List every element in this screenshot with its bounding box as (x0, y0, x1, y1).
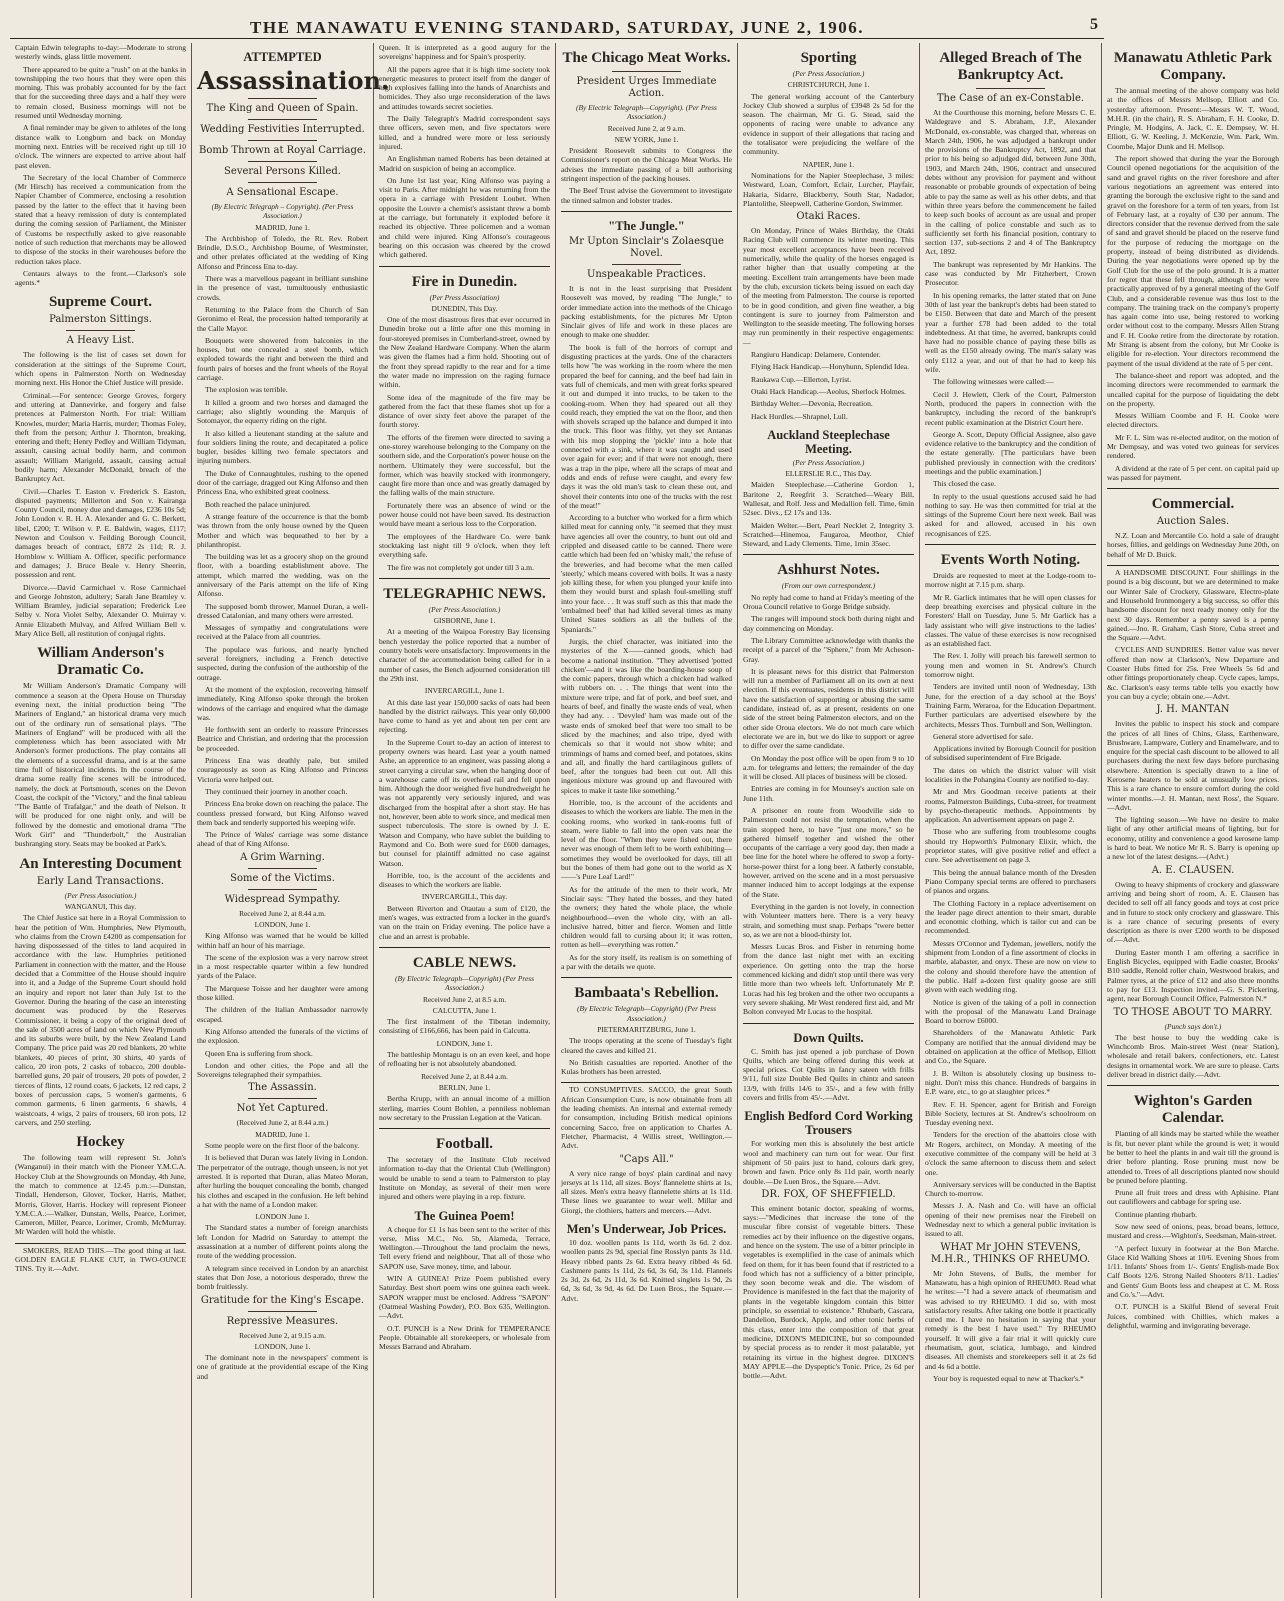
divider (379, 266, 550, 267)
paragraph: Planting of all kinds may be started while the weather is fit, but never plant while the ground is wet; it would be better to heel the plants in and wait till the ground is drier before planting. Rose pruning must now be attended to. Trees of all descriptions planted now should be pruned before planting. (1107, 1129, 1279, 1185)
advertisement: Owing to heavy shipments of crockery and glassware arriving and being short of room, A. E. Clausen has decided to sell off all fancy goods and toys at cost price and in future to stock only crockery and glassware. This is a rare chance of securing presents of every description as there is over £200 worth to be disposed of.—Advt. (1107, 879, 1279, 945)
column-3 (374, 43, 556, 1598)
divider (561, 211, 732, 212)
paragraph: A final reminder may be given to athletes of the long distance walk to Longburn and back on Monday morning next. Entries will be received right up till 10 o'clock. The winners are expected to arrive about half past eleven. (15, 123, 186, 170)
dateline: CALCUTTA, June 1. (432, 1005, 497, 1015)
page-number: 5 (1090, 16, 1098, 33)
column-5 (738, 43, 920, 1598)
article-heading: Events Worth Noting. (940, 552, 1081, 569)
paragraph: The general working account of the Canterbury Jockey Club showed a surplus of £3948 2s 5d for the season. The chairman, Mr G. G. Stead, said the opponents of racing were unable to advance any evidence in support of their allegations that racing and the totalisator were prejudicing the welfare of the community. (743, 91, 914, 157)
advertisement: The lighting season.—We have no desire to make light of any other artificial means of lighting, but for economy, utility and convenience a good kerosene lamp is hard to beat. We notice Mr R. S. Barry is opening up a new lot of the latest designs.—(Advt.) (1107, 815, 1279, 862)
paragraph: Hack Hurdles.—Shrapnel, Lull. (751, 411, 848, 421)
divider (1107, 565, 1279, 566)
advertisement: "A perfect luxury in footwear at the Bon Marche. Glace Kid Walking Shoes at 10/6. Evening Shoes from 1/11. Infants' Shoes from 1/-. Gents' English-made Box Calf Boots 12/6. Strong Nailed Shooters 8/11. Ladies' and Gents' Gum Boots less and cheapest at C. M. Ross and Co.'s."—Advt. (1107, 1243, 1279, 1300)
paragraph: An Englishman named Roberts has been detained at Madrid on suspicion of being an accomplice. (379, 154, 550, 173)
paragraph: Mr F. L. Sim was re-elected auditor, on the motion of Mr Dempsay, and was voted two guineas for services rendered. (1107, 432, 1279, 461)
article-heading: CABLE NEWS. (412, 954, 517, 971)
article-subheading: Widespread Sympathy. (224, 893, 341, 905)
divider (1107, 1085, 1279, 1086)
advertisement: A HANDSOME DISCOUNT. Four shillings in the pound is a big discount, but we are determined to make our Winter Sale of Crockery, Glassware, Electro-plate and Household Ironmongery a big success, so offer this handsome discount for next ready money only for the next 30 days. Remember a penny saved is a penny gained.—Jno. R. Graham, Cash Store, Cuba street and the Square.—Advt. (1107, 568, 1279, 643)
paragraph: Messrs O'Connor and Tydeman, jewellers, notify the shipment from London of a fine assortment of clocks in marble, alabaster, and onyx. These are now on view to the colony and should therefore have the attention of the public. Half a-dozen first quality goose are still given with each wedding ring. (925, 938, 1096, 995)
article-heading: An Interesting Document (19, 855, 182, 872)
article-subheading: Mr Upton Sinclair's Zolaesque Novel. (569, 235, 724, 259)
paragraph: Bertha Krupp, with an annual income of a million sterling, marries Count Bohlen, a penniless nobleman now secretary to the Prussian Legation at the Vatican. (379, 1094, 550, 1122)
article-subheading: Several Persons Killed. (224, 166, 341, 177)
article-subheading: Some of the Victims. (230, 872, 335, 884)
paragraph: The Prince of Wales' carriage was some distance ahead of that of King Alfonso. (197, 830, 368, 849)
divider (1107, 488, 1279, 489)
divider (925, 544, 1096, 545)
article-heading: Manawatu Athletic Park Company. (1113, 50, 1273, 83)
dateline: NAPIER, June 1. (802, 159, 855, 169)
paragraph: Some people were on the first floor of the balcony. (205, 1141, 360, 1151)
paragraph: King Alfonso was warned that he would be killed within half an hour of his marriage. (197, 931, 368, 950)
paragraph: The Marquese Toisse and her daughter were among those killed. (197, 983, 368, 1003)
paragraph: No reply had come to hand at Friday's meeting of the Oroua Council relative to Gorge Bridge subsidy. (743, 592, 914, 612)
advertisement: CYCLES AND SUNDRIES. Better value was never offered than now at Clarkson's, New Departure and Coaster Hubs fitted for 25s. Free Wheels 5s 6d and other fittings proportionately cheap. Cycle capes, lamps, &c. Clarkson's easy terms table tells you exactly how you can buy a cycle; obtain one.—Advt. (1107, 645, 1279, 701)
article-subheading: The King and Queen of Spain. (206, 103, 359, 114)
paragraph: Applications invited by Borough Council for position of subsidised superintendent of Fire Brigade. (925, 744, 1096, 763)
paragraph: Sow new seed of onions, peas, broad beans, lettuce, mustard and cress.—Wighton's, Seedsman, Main-street. (1107, 1221, 1279, 1241)
divider (379, 578, 550, 579)
paragraph: The troops operating at the scene of Tuesday's fight cleared the caves and killed 21. (561, 1036, 732, 1055)
advertisement: SMOKERS, READ THIS.—The good thing at last. GOLDEN EAGLE FLAKE CUT, in TWO-OUNCE TINS. Try it.—Advt. (15, 1245, 186, 1274)
article-heading: Football. (435, 1136, 494, 1153)
paragraph: On June 1st last year, King Alfonso was paying a visit to Paris. After midnight he was returning from the opera in a carriage with President Loubet. When opposite the Louvre a chemist's assistant threw a bomb at the carriage, but fortunately it exploded before it reached its objective. Three policemen and a woman and child were injured. King Alfonso's courageous bearing on this occasion was cheered by the crowd which gathered. (379, 175, 550, 260)
article-subheading: Early Land Transactions. (36, 875, 165, 887)
credit-line: (By Electric Telegraph—Copyright) (Per Press Association.) (576, 1004, 717, 1023)
paragraph: Flying Hack Handicap.—Honyhunn, Splendid Idea. (751, 362, 909, 372)
paragraph: A strange feature of the occurrence is that the bomb was thrown from the only house owned by the Queen Mother and which was bequeathed to her by a philanthropist. (197, 511, 368, 549)
paragraph: The bankrupt was represented by Mr Hankins. The case was conducted by Mr Fitzherbert, Crown Prosecutor. (925, 259, 1096, 288)
masthead (10, 10, 1104, 39)
advertisement-heading: Men's Underwear, Job Prices. (566, 1221, 727, 1236)
divider (976, 88, 1044, 89)
paragraph: Jurgis, the chief character, was initiated into the mysteries of the X——canned goods, which had become a national institution. "They advertised 'potted chicken'—and it was like the boarding-house soup of the comic papers, through which a chicken had walked with rubbers on. . . The things that went into the mixture were tripe, and fat of pork, and beef suet, and hearts of beef, and finally the waste ends of veal, when they had any. . . 'Devyled' ham was made out of the waste ends of smoked beef that were too small to be sliced by the machines; and also tripe, dyed with chemicals so that it would not show white; and trimmings of hams and corned beef, and potatoes, skins and all, and finally the hard cartilaginous gullets of beef, after the tongues had been cut out. All this ingenious mixture was ground up and flavoured with spices to make it taste like something." (561, 636, 732, 795)
paragraph: A cheque for £1 1s has been sent to the writer of this verse, Miss M.C., No. 5b, Alameda, Terrace, Wellington.—Throughout the land proclaim the news, Tell every friend and neighbour, That all of those who SAPON use, Save money, time, and labour. (379, 1224, 550, 1271)
credit-line: (Per Press Association.) (64, 890, 137, 900)
divider (248, 1098, 316, 1099)
advertisement-heading: A. E. CLAUSEN. (1151, 864, 1235, 876)
credit-line: (Per Press Association) (429, 292, 500, 302)
paragraph: Rev. F. H. Spencer, agent for British and Foreign Bible Society, lectures at St. Andrew's schoolroom on Tuesday evening next. (925, 1099, 1096, 1128)
dateline: Received June 2, at 9.15 a.m. (239, 1330, 326, 1340)
dateline: LONDON, June 1. (254, 920, 311, 929)
paragraph: Criminal.—For sentence: George Groves, forgery and uttering at Dannevirke, and forgery and false pretences at Palmerston North. For trial: William Knowles, murder; Maria Harris, murder; Thomas Foley, theft from the person; Arthur J. Thornton, breaking, entering and theft; Henry Pedley and William Tidyman, assault, causing actual bodily harm, and common assault; William Marigold, assault, causing actual bodily harm; Alexander McDonald, breach of the Bankruptcy Act. (15, 390, 186, 484)
paragraph: Horrible, too, is the account of the accidents and diseases to which the workers are liable. (379, 870, 550, 890)
credit-line: (By Electric Telegraph—Copyright) (Per Press Association.) (394, 973, 535, 993)
paragraph: Nominations for the Napier Steeplechase, 3 miles: Westward, Loan, Comfort, Eclair, Lurcher, Playfair, Hakaria, Sidarre, Blackberry, South Star, Nadador, Plantolithe, Sleepwell, Catherine Gordon, Swimmer. (743, 170, 914, 208)
paragraph: The annual meeting of the above company was held at the offices of Messrs Mellsop, Elliott and Co. yesterday afternoon. Present:—Messrs W. T. Wood, M.H.R. (in the chair), R. S. Abraham, F. H. Cooke, D. Pringle, M. Hodgins, A. Jack, C. E. Dempsey, W. H. Elliott, G. W. Keeling, J. McKenzie, Wm. Park, Wm. Coombe, Major Dunk and H. Mellsop. (1107, 86, 1279, 151)
paragraph: President Roosevelt submits to Congress the Commissioner's report on the Chicago Meat Works. He advises the immediate passing of a bill authorising stringent inspection of the packing houses. (561, 146, 732, 184)
paragraph: The explosion was terrible. (205, 385, 288, 395)
article-subheading: Gratitude for the King's Escape. (200, 1294, 365, 1306)
paragraph: A prisoner en route from Woodville side to Palmerston could not resist the temptation, when the train stopped here, to have "just one more," so he gathered himself together and wished the other occupants of the carriage a very good day, then made a bee line for the hotel where he offered to swop a forty-horse-power thirst for a long beer. A fatherly constable, however, arrived on the scene and in a most persuasive manner induced him to accept lodgings at the expense of the State. (743, 806, 914, 899)
article-subheading: Not Yet Captured. (236, 1103, 329, 1115)
advertisement: O.T. PUNCH is a New Drink for TEMPERANCE People. Obtainable all storekeepers, or wholesale from Messrs Barraud and Abraham. (379, 1323, 550, 1352)
paragraph: The dates on which the district valuer will visit localities in the Pohangina County are notified to-day. (925, 765, 1096, 784)
paragraph: Between Riverton and Otautau a sum of £120, the men's wages, was extracted from a locker in the guard's van on the train on Friday evening. The police have a clue and an arrest is probable. (379, 903, 550, 941)
column-2 (192, 43, 390, 1598)
paragraph: Cecil J. Hewlett, Clerk of the Court, Palmerston North, produced the papers in connection with the bankruptcy, including the record of the bankrupt's recent public examination at the District Court here. (925, 389, 1096, 427)
advertisement-heading: "Caps All." (619, 1153, 674, 1165)
dateline: INVERCARGILL, This day. (421, 892, 508, 902)
paragraph: The children of the Italian Ambassador narrowly escaped. (197, 1005, 368, 1024)
article-heading: ATTEMPTED (243, 50, 322, 64)
paragraph: A dividend at the rate of 5 per cent. on capital paid up was passed for payment. (1107, 463, 1279, 482)
credit-line: (Per Press Association.) (792, 69, 865, 78)
paragraph: Prune all fruit trees and dress with Aphisine. Plant out cauliflowers and cabbage for spring use. (1107, 1188, 1279, 1207)
dateline: Received June 2, at 8.5 a.m. (422, 994, 507, 1004)
paragraph: The dominant note in the newspapers' comment is one of gratitude at the providential escape of the King and (197, 1353, 368, 1381)
dateline: Received June 2, at 8.44 a.m. (239, 908, 326, 918)
paragraph: A telegram since received in London by an anarchist states that Don Jose, a notorious desperado, threw the bomb fruitlessly. (197, 1263, 368, 1292)
paragraph: The Beef Trust advise the Government to investigate the tinned salmon and lobster trades. (561, 186, 732, 205)
article-subheading: The Assassin. (248, 1082, 317, 1094)
dateline: Received June 2, at 9 a.m. (607, 123, 686, 133)
column-7 (1102, 43, 1284, 1598)
dateline: (Received June 2, at 8.44 a.m.) (236, 1118, 329, 1128)
paragraph: J. B. Wilton is absolutely closing up business to-night. Don't miss this chance. Hundreds of bargains in E.P. ware, etc., to go at slaughter prices.* (925, 1068, 1096, 1097)
divider (612, 264, 680, 265)
paragraph: It killed a groom and two horses and damaged the carriage; also slightly wounding the Marquis of Sotomayor, the equerry riding on the right. (197, 397, 368, 426)
paragraph: The supposed bomb thrower, Manuel Duran, a well-dressed Catalonian, and many others were arrested. (197, 601, 368, 620)
article-heading: Fire in Dunedin. (411, 273, 518, 290)
article-heading: Auckland Steeplechase Meeting. (767, 427, 890, 456)
article-heading: Assassination. (197, 66, 390, 95)
article-heading: William Anderson's Dramatic Co. (37, 645, 164, 679)
paragraph: As for the attitude of the men to their work, Mr Sinclair says: "They hated the bosses, and they hated the owners; they hated the whole place, the whole neighbourhood—even the whole city, with an all-inclusive hatred, bitter and fierce. Women and little children would fall to cursing about it; it was rotten, rotten as hell—everything was rotten." (561, 884, 732, 950)
dateline: LONDON, June 1. (436, 1038, 493, 1048)
article-heading: Hockey (76, 1134, 125, 1151)
paragraph: At the moment of the explosion, recovering himself immediately, King Alfonso spoke through the broken windows of the carriage and enquired what the damage was. (197, 684, 368, 722)
paragraph: On Monday, Prince of Wales Birthday, the Otaki Racing Club will commence its winter meeting. This year most excellent acceptances have been received numerically, while the quality of the horses engaged is rather higher than that usually competing at the meeting. Excellent train arrangements have been made by the club, excursion tickets being issued on each day of the meeting from Palmerston. The course is reported to be in good condition, and given fine weather, a big contingent is sure to journey from Palmerston and Wellington to the seaside meeting. The following horses may run prominently in their respective engagements:— (743, 226, 914, 347)
advertisement-heading: Down Quilts. (793, 1030, 864, 1045)
paragraph: In his opening remarks, the latter stated that on June 30th of last year the bankrupt's debts had been stated to be £150. Between that date and March of the present year a further £78 had been added to the total indebtedness. At that time, he averred, bankrupts could have had no possible chance of paying these bills as well as the £150 already owing. The man's salary was only £112 a year, and out of that he had to keep his wife. (925, 290, 1096, 375)
paragraph: N.Z. Loan and Mercantile Co. hold a sale of draught horses, fillies, and geldings on Wednesday June 20th, on behalf of Mr D. Buick. (1107, 531, 1279, 559)
advertisement-heading: J. H. MANTAN (1156, 704, 1230, 716)
paragraph: Returning to the Palace from the Church of San Geronimo el Real, the procession halted temporarily at the Calle Mayor. (197, 304, 368, 333)
dateline: NEW YORK, June 1. (614, 134, 679, 144)
paragraph: Bouquets were showered from balconies in the houses, but one concealed a steel bomb, which exploded towards the right and between the third and fourth pairs of horses and the front wheels of the Royal carriage. (197, 335, 368, 383)
paragraph: Messrs Lucas Bros. and Fisher in returning home from the dance last night met with an exciting experience. On getting onto the trap the horse commenced kicking and didn't stop until there was very little more than two wheels left. Unfortunately Mr P. Lucas had his leg broken and the other two occupants a very severe shaking. Mr West rendered first aid, and Mr Bolton conveyed Mr Lucas to the hospital. (743, 942, 914, 1017)
article-subheading: The Case of an ex-Constable. (936, 93, 1085, 104)
article-subheading: Bomb Thrown at Royal Carriage. (198, 145, 367, 156)
advertisement: O.T. PUNCH is a Skilful Blend of several Fruit Juices, combined with Chillies, which makes a delightful, warming and invigorating beverage. (1107, 1302, 1279, 1330)
dateline: WANGANUI, This day. (64, 901, 137, 911)
dateline: INVERCARGILL, June 1. (424, 686, 505, 696)
article-subheading: Otaki Races. (796, 211, 861, 223)
paragraph: Divorce.—David Carmichael v. Rose Carmichael and George Johnston, adultery; Sarah Jane Bramley v. William Bramley, judicial separation; Frederick Lee Selby v. Nora Violet Selby, Alexander O. Muirray v. Annie Elizabeth Mulvay, and Alfred William Bell v. Mary Alice Bell, all restitution of conjugal rights. (15, 582, 186, 639)
paragraph: Mr and Mrs Goodman receive patients at their rooms, Palmerston Buildings, Cuba-street, for treatment by psycho-therapeutic methods. Appointments by application. An advertisement appears on page 2. (925, 787, 1096, 825)
paragraph: The fire was not completely got under till 3 a.m. (387, 562, 534, 572)
divider (743, 1023, 914, 1024)
divider (248, 1311, 316, 1312)
paragraph: The Chief Justice sat here in a Royal Commission to hear the petition of Wm. Humphries, New Plymouth, who claims from the Crown £4200 as compensation for having dispossessed of the titles to land acquired in accordance with the law. Humphries petitioned Parliament in connection with the matter, and the House decided that a Committee of the House should inquire into it, and a Judge of the Supreme Court should hold an inquiry and report not later than July 1st to the Governor. During the hearing of the case an interesting document was produced by the Reserves Commissioner, it being a copy of the original deed of the sale of 3500 acres of land on which New Plymouth and its suburbs were built, by the New Zealand Land Company. The price paid was 20 red blankets, 20 white blankets, 40 pieces of print, 30 shirts, 40 yards of calico, 20 iron pots, 2 casks of tobacco, 200 double-barrelled guns, 20 pair of trousers, 20 pots of powder, 2 tierces of flints, 12 round coats, 6 jackets, 12 red caps, 2 boxes of percussion caps, 5 women's garments, 6 common garments, 6 linen garments, 6 shawls, 4 waistcoats, 4 wigs, 2 pairs of trousers, 60 iron pots, 12 carvers, and 250 sterling. (15, 913, 186, 1127)
paragraph: At this date last year 150,000 sacks of oats had been handled by the district railways. This year only 60,000 have come to hand as yet and about ten per cent are rejecting. (379, 697, 550, 735)
paragraph: Tenders are invited until noon of Wednesday, 13th June, for the erection of a day school at the Boys' Training Farm, Weraroa, for the Education Department. Further particulars are advertised elsewhere by the architects, Messrs Thos. Turnbull and Son, Wellington. (925, 682, 1096, 729)
paragraph: The balance-sheet and report was adopted, and the incoming directors were recommended to earmark the uncalled capital for the purpose of liquidating the debt on the property. (1107, 370, 1279, 408)
credit-line: (From our own correspondent.) (781, 581, 876, 591)
advertisement-heading: TO THOSE ABOUT TO MARRY. (1113, 1006, 1273, 1018)
advertisement: This eminent botanic doctor, speaking of worms, says:—"Medicines that increase the tone of the muscular fibre consist of vegetable bitters. These remedies act by their influence on the digestive organs, and hence on the system. The use of a bitter principle in vegetables is exemplified in the case of animals which feed on them, for it has been found that if restricted to a food which has not a sufficiency of a bitter principle, they soon become weak and die. The wisdom of Providence is manifested in the fact that the majority of plants in the vegetable kingdom contain this bitter principle, so essential to existence." Rhubarb, Cascara, Dandelion, Burdock, Apple, and other tonic herbs of this class, enter into the composition of that great medicine, DIXON'S MEDICINE, but so compounded by special process as to render it most palatable, yet retaining its virtue in the highest degree. DIXON'S MAY APPLE—the Dyspeptic's Tonic. Price, 2s 6d per bottle.—Advt. (743, 1203, 914, 1381)
paragraph: Continue planting rhubarb. (1115, 1209, 1198, 1219)
article-heading: Ashhurst Notes. (777, 562, 880, 579)
paragraph: The book is full of the horrors of corrupt and disgusting practices at the yards. One of the characters tells how "he was working in the room where the men prepared the beef for canning, and the beef had lain in vats full of chemicals, and men with great forks speared it out and dumped it into trucks, to be taken to the cooking-room. When they had speared out all they could reach, they emptied the vat on the floor, and then with shovels scraped up the balance and dumped it into the truck. This floor was filthy, yet they set Antanas with his mop slopping the 'pickle' into a hole that connected with a sink, where it was caught and used over again for ever; and if that were not enough, there was a trap in the pipe, where all the scraps of meat and odds and ends of refuse were caught, and every few days it was the old man's task to clean these out, and shovel their contents into one of the trucks with the rest of the meat!" (561, 342, 732, 510)
article-heading: The Chicago Meat Works. (562, 50, 731, 66)
paragraph: At the Courthouse this morning, before Messrs C. E. Waldegrave and S. Abraham, J.P., Alexander McDonald, ex-constable, was charged that, whereas on March 24th, 1906, he was adjudged a bankrupt under the provisions of the Bankruptcy Act, 1892, and that prior to his being so adjudged did, between June 30th, 1903, and March 24th, 1906, contract and unsecured debts without any provision for payment and without reasonable or probable grounds of expectation of being able to pay the same as well as his other debts, and that within three years before the commencement he failed to keep such books of account as are usual and proper in the calling of police constable and such as to sufficiently set forth his financial position, contrary to section 137, sub-sections 2 and 4 of The Bankruptcy Act, 1892. (925, 108, 1096, 257)
credit-line: (By Electric Telegraph – Copyright). (Per Press Association.) (211, 202, 354, 221)
paragraph: It is pleasant news for this district that Palmerston will run a member of Parliament all on its own at next election. If this eventuates, residents in this district will have the satisfaction of supporting or abusing the same candidate, instead of, as at present, residents on one side of the street being Palmerston electors, and on the other side Oroua electors. We do not much care which electorate we are in, but we do like to support or agree to differ over the same candidate. (743, 666, 914, 751)
masthead-title: THE MANAWATU EVENING STANDARD, SATURDAY, JUNE 2, 1906. (250, 18, 864, 37)
paragraph: The Clothing Factory in a replace advertisement on the leader page direct attention to their smart, durable and economic clothing, which is tailor cut and can be recommended. (925, 898, 1096, 936)
paragraph: The battleship Montagu is on an even keel, and hope of refloating her is not absolutely abandoned. (379, 1050, 550, 1069)
article-heading: The Guinea Poem! (414, 1208, 515, 1223)
paragraph: He forthwith sent an orderly to reassure Princesses Beatrice and Christian, and ordering that the procession be proceeded. (197, 725, 368, 753)
paragraph: They continued their journey in another coach. (205, 786, 348, 796)
paragraph: There was a marvellous pageant in brilliant sunshine in the presence of vast, tumultuously enthusiastic crowds. (197, 274, 368, 302)
article-heading: Wighton's Garden Calendar. (1133, 1093, 1253, 1127)
advertisement-heading: English Bedford Cord Working Trousers (744, 1109, 913, 1138)
paragraph: The report showed that during the year the Borough Council opened negotiations for the acquisition of the sand and gravel rights on the river foreshore and after various negotiations an agreement was entered into granting the borough the exclusive right to the sand and gravel on the foreshore for a term of ten years, from 1st of February last, at a royalty of £30 per annum. The directors consider that the revenue derived from the sale of sand and gravel should be placed on the reserve fund for the purpose of reducing the mortgage on the property, instead of being distributed as dividends. During the year negotiations were opened up by the Golf Club for the use of the polo ground. It is a matter for regret that these fell through, although they were practically approved of by a general meeting of the Golf Club, and a considerable revenue was thus lost to the company. The training track on the company's property has again come into use, being restored to working order without cost to the company. Messrs Allen Strang and F. H. Cooke retire from the directorate by rotation. Mr Strang is absent from the colony, but Mr Cooke is eligible for re-election. Your directors recommend the payment of the usual dividend at the rate of 5 per cent. (1107, 154, 1279, 368)
paragraph: General store advertised for sale. (933, 731, 1034, 741)
credit-line: (Punch says don't.) (1164, 1021, 1222, 1031)
paragraph: It is not in the least surprising that President Roosevelt was moved, by reading "The Jungle," to order immediate action into the methods of the Chicago packing establishments, for the pictures Mr Upton Sinclair gives of life and work in these places are enough to make one shudder. (561, 283, 732, 340)
paragraph: Both reached the palace uninjured. (205, 499, 311, 509)
paragraph: Mr William Anderson's Dramatic Company will commence a season at the Opera House on Thursday evening next, the initial production being "The Mariners of England," an historical drama very much out of the ordinary run of sensational plays. "The Mariners of England" will be produced with all the completeness which has been associated with Mr Anderson's former productions. The play contains all the elements of a successful drama, and is at the same time full of historical incidents. In the course of the drama some really fine scenes will be introduced, namely, the dock at Portsmouth, scenes on the Devon Coast, the cockpit of the "Victory," and the final tableau "The Battle of Trafalgar," and the death of Nelson. It will be produced for one night only, and will be followed by the domestic and emotional drama "The Work Girl" and "Thunderbolt," the Australian bushranging story. Seats may be booked at Park's. (15, 681, 186, 849)
paragraph: Everything in the garden is not lovely, in connection with Volunteer matters here. There is a very heavy strain, and something must snap. Perhaps "twere better so, as we are not a blood-thirsty lot. (743, 901, 914, 939)
paragraph: The ranges will impound stock both during night and day commencing on Monday. (743, 614, 914, 633)
paragraph: In the Supreme Court to-day an action of interest to property owners was heard. Last year a youth named Ashe, an apprentice to an engineer, was passing along a street carrying a circular saw, when the hanging door of a warehouse came off its overhead rail and fell upon him. Although the door weighed five hundredweight he was not apparently very seriously injured, and was discharged from the hospital after a short stay. He has not, however, been able to work since, and medical men suspect tuberculosis. The store is owned by J. E. Watson and Company, who have sublet the building to Raymond and Co. Both were sued for £600 damages, but counsel for plaintiff admitted no case against Watson. (379, 737, 550, 868)
paragraph: Otaki Hack Handicap.—Aeolus, Sherlock Holmes. (751, 386, 907, 396)
dateline: ELLERSLIE R.C., This Day. (785, 469, 872, 479)
paragraph: The populace was furious, and nearly lynched several foreigners, including a French detective suspected, during the confusion of the authorship of the outrage. (197, 644, 368, 682)
paragraph: One of the most disastrous fires that ever occurred in Dunedin broke out a little after one this morning in four-storeyed premises in Cumberland-street, owned by the New Zealand Hardware Company. When the alarm was given the flames had a firm hold. Shooting out of the front they spread rapidly to the rear and for a time the water made no impression on the raging furnace within. (379, 315, 550, 390)
article-subheading: A Sensational Escape. (226, 187, 339, 198)
credit-line: (By Electric Telegraph—Copyright). (Per Press Association.) (576, 103, 717, 122)
advertisement: Your boy is requested equal to new at Thacker's.* (933, 1373, 1084, 1383)
paragraph: Messrs J. A. Nash and Co. will have an official opening of their new premises near the Firebell on Wednesday next to which a general public invitation is issued to all. (925, 1201, 1096, 1239)
paragraph: The Standard states a number of foreign anarchists left London for Madrid on Saturday to attempt the assassination at a number of different points along the route of the wedding procession. (197, 1223, 368, 1261)
advertisement: Invites the public to inspect his stock and compare the prices of all lines of Chins, Glass, Earthenware, Brushware, Lampware, Cutlery and Enamelware, and to enquire for the special cash discount to be allowed to all purchasers during the next few days before purchasing elsewhere. Attention is specially drawn to a line of Kerosene heaters to be sold at unusually low prices. This is a rare chance to ensure comfort during the cold winter months.—J. H. Mantan, next Ross', the Square.—Advt. (1107, 719, 1279, 812)
advertisement: During Easter month I am offering a sacrifice in English Bicycles, equipped with Eadie coaster, Brooks' B10 saddle, Renold roller chain, Westwood brakes, and Palmer tyres, at the price of £12 and also three months to pay for £13. Inspection invited.—G. S. Pickering, agent, near Borough Council Office, Palmerston N.* (1107, 947, 1279, 1004)
paragraph: Rangiuru Handicap: Delamere, Contender. (751, 350, 881, 360)
divider (743, 554, 914, 555)
article-heading: Commercial. (1151, 496, 1235, 513)
dateline: Received June 2, at 8.44 a.m. (421, 1071, 508, 1081)
paragraph: Princess Ena broke down on reaching the palace. The countless pressed forward, but King Alfonso waved them back and tenderly supported his weeping wife. (197, 799, 368, 827)
paragraph: Shareholders of the Manawatu Athletic Park Company are notified that the annual dividend may be obtained on application at the office of Mellsop, Elliott and Co., the Square. (925, 1028, 1096, 1066)
paragraph: Tenders for the erection of the abattoirs close with Mr Rogers, architect, on Monday. A meeting of the executive committee of the company will be held at 3 o'clock the same afternoon to discuss them and select one. (925, 1130, 1096, 1177)
dateline: LONDON, June 1. (254, 1341, 311, 1351)
paragraph: The following is the list of cases set down for consideration at the sittings of the Supreme Court, which opens in Palmerston North on Wednesday morning next. His Honor the Chief Justice will preside. (15, 350, 186, 388)
divider (15, 1243, 186, 1244)
paragraph: On Monday the post office will be open from 9 to 10 a.m. for telegrams and letters; the remainder of the day it will be closed. All places of business will be closed. (743, 753, 914, 782)
paragraph: Entries are coming in for Mounsey's auction sale on June 11th. (743, 784, 914, 803)
paragraph: Anniversary services will be conducted in the Baptist Church to-morrow. (925, 1179, 1096, 1199)
dateline: BERLIN, June 1. (438, 1082, 491, 1092)
article-heading: Sporting (800, 50, 857, 66)
paragraph: The Library Committee acknowledge with thanks the receipt of a parcel of the "Sphere," from Mr Acheson-Gray. (743, 635, 914, 664)
paragraph: Captain Edwin telegraphs to-day:—Moderate to strong westerly winds, glass little movement. (15, 43, 186, 62)
paragraph: Horrible, too, is the account of the accidents and diseases to which the workers are liable. The men in the cooking rooms, who worked in tank-rooms full of steam, were liable to fall into the open vats near the level of the floor. "When they were fished out, there never was enough of them left to be worth exhibiting—sometimes they would be overlooked for days, till all but the bones of them had gone out to the world as X——'s Pure Leaf Lard!" (561, 798, 732, 882)
column-6 (920, 43, 1102, 1598)
paragraph: According to a butcher who worked for a firm which killed meat for canning only, "it seemed that they must have agencies all over the country, to hunt out old and crippled and diseased cattle to be canned. There were cattle which had been fed on 'whisky malt,' the refuse of the breweries, and had become what the men called 'steerly,' which means covered with boils. It was a nasty job killing these, for when you plunged your knife into them they would burst and splash foul-smelling stuff into your face. . . It was stuff such as this that made the 'embalmed beef' that had killed several times as many United States soldiers as all the bullets of the Spaniards." (561, 513, 732, 634)
paragraph: Notice is given of the taking of a poll in connection with the proposal of the Manawatu Land Drainage Board to borrow £6000. (925, 997, 1096, 1026)
divider (248, 889, 316, 890)
article-subheading: President Urges Immediate Action. (576, 76, 717, 99)
divider (248, 161, 316, 162)
paragraph: The secretary of the Institute Club received information to-day that the Oriental Club (Wellington) would be unable to send a team to Palmerston to play Institute on Monday, as several of their men were injured and others were playing in a rep. fixture. (379, 1155, 550, 1202)
paragraph: Raukawa Cup.—Ellerton, Lyrist. (751, 374, 852, 384)
divider (248, 119, 316, 120)
paragraph: The Rev. I. Jolly will preach his farewell sermon to young men and women in St. Andrew's Church tomorrow night. (925, 651, 1096, 680)
divider (561, 977, 732, 978)
paragraph: London and other cities, the Pope and all the Sovereigns telegraphed their sympathies. (197, 1060, 368, 1080)
advertisement: The best house to buy the wedding cake is Winchcomb Bros. Main-street West (near Station), wholesale and retail bakers, confectioners, etc. Latest designs in ornamental work. We are sure to please. Carts deliver bread in district daily.—Advt. (1107, 1032, 1279, 1080)
advertisement-heading: WHAT Mr JOHN STEVENS, M.H.R., THINKS OF RHEUMO. (930, 1241, 1091, 1265)
paragraph: The scene of the explosion was a very narrow street in a most respectable quarter within a few hundred yards of the Palace. (197, 952, 368, 981)
credit-line: (Per Press Association.) (792, 457, 865, 467)
paragraph: Fortunately there was an absence of wind or the power house could not have been saved. Its destruction would have meant a serious loss to the Corporation. (379, 500, 550, 529)
divider (248, 182, 316, 183)
columns (10, 43, 1279, 1598)
paragraph: Messages of sympathy and congratulations were received at the Palace from all countries. (197, 623, 368, 642)
paragraph: This being the annual balance month of the Dresden Piano Company special terms are offered to purchasers of pianos and organs. (925, 867, 1096, 896)
dateline: DUNEDIN, This Day. (431, 303, 498, 313)
advertisement: TO CONSUMPTIVES. SACCO, the great South African Consumption Cure, is now obtainable from all the leading chemists. An internal and external remedy for consumption, including British medical opinions concerning Sacco, free on application to Charles A. Fletcher, Pharmacist, 4 Willis street, Wellington.—Advt. (561, 1085, 732, 1151)
paragraph: At a meeting of the Waipoa Forestry Bay licensing bench yesterday the police reported that a number of country hotels were unsatisfactory. Improvements in the character of the accommodation being called for in a number of cases, the Bench adjourned consideration till the 29th inst. (379, 627, 550, 683)
paragraph: Maiden Steeplechase.—Catherine Gordon 1, Baritone 2, Reegfrit 3. Scratched—Weary Bill, Wallesat, and Rolf. Jess and Medallion fell. Time, 6min 52sec. Divs., £2 17s and 13s. (743, 480, 914, 518)
article-heading: "The Jungle." (608, 218, 685, 233)
divider (379, 947, 550, 948)
dateline: MADRID, June 1. (255, 1129, 310, 1139)
article-heading: Bambaata's Rebellion. (574, 985, 719, 1002)
divider (66, 330, 134, 331)
paragraph: Those who are suffering from troublesome coughs should try Hepworth's Pulmonary Elixir, which, the proprietor states, will give positive relief and effect a cure. See advertisement on page 3. (925, 827, 1096, 865)
paragraph: It is believed that Duran was lately living in London. The perpetrator of the outrage, though unseen, is not yet arrested. It is reported that Duran, alias Mateo Moran, after hurling the bouquet concealing the bomb, changed his clothes and escaped in the confusion. He left behind a hat with the name of a London maker. (197, 1153, 368, 1209)
article-heading: Alleged Breach of The Bankruptcy Act. (939, 50, 1082, 83)
article-subheading: Unspeakable Practices. (586, 268, 707, 280)
article-subheading: Palmerston Sittings. (49, 314, 152, 326)
paragraph: Druids are requested to meet at the Lodge-room to-morrow night at 7.15 p.m. sharp. (925, 571, 1096, 590)
paragraph: Princess Ena was deathly pale, but smiled courageously as soon as King Alfonso and Princess Victoria were helped out. (197, 756, 368, 784)
divider (612, 71, 680, 72)
paragraph: King Alfonso attended the funerals of the victims of the explosion. (197, 1026, 368, 1046)
article-heading: Supreme Court. (48, 294, 153, 311)
paragraph: In reply to the usual questions accused said he had nothing to say. He was then committed for trial at the sittings of the Supreme Court here next week. Bail was asked for and allowed, accused in his own recognisances of £25. (925, 491, 1096, 538)
divider (248, 140, 316, 141)
paragraph: The Archbishop of Toledo, the Rt. Rev. Robert Brindle, D.S.O., Archbishop Bourne, of Westminster, and other prelates officiated at the wedding of King Alfonso and Princess Ena to-day. (197, 233, 368, 271)
divider (248, 868, 316, 869)
paragraph: No British casualties are reported. Another of the Kulas brothers has been arrested. (561, 1057, 732, 1077)
paragraph: Queen Ena is suffering from shock. (205, 1048, 313, 1058)
advertisement: 10 doz. woollen pants 1s 11d, worth 3s 6d. 2 doz. woollen pants 2s 9d, special fine Rosslyn pants 3s 11d. Heavy ribbed pants 2s 6d. Extra heavy ribbed 4s 6d. Cashmere pants 1s 11d, 2s 6d, 3s 6d, 3s 11d. Flannels 2s 3d, 2s 6d, 2s 11d, 3s 6d. Knitted singlets 1s 9d, 2s 6d, 3s 6d, 3s 9d, 4s 6d. De Luen Bros., the Square.—Advt. (561, 1237, 732, 1303)
article-subheading: A Heavy List. (66, 335, 135, 347)
article-subheading: A Grim Warning. (240, 851, 325, 863)
article-subheading: Auction Sales. (1156, 516, 1230, 528)
paragraph: Civil.—Charles T. Easton v. Frederick S. Easton, disputed payments; Millerton and Son v. Kairanga County Council, money due and damages, £236 10s 5d; John Loudon v. R. H. A. Alexander and G. C. Berkett, libel, £200; T. Wilson v. P. E. Baldwin, wages, £117; Newton and Coulson v. Feilding Borough Council, damages breach of contract, £872 2s 11d; R. J. Hornblow v. William A. Officer, specific performance and damages; J. Bruce Beale v. Henry Sheerin, possession and rent. (15, 486, 186, 580)
paragraph: The efforts of the firemen were directed to saving a one-storey warehouse belonging to the Company on the southern side, and the Corporation's power house on the northern. Ultimately they were successful, but the former, which was heavily stocked with ironmongery, caught fire more than once and was greatly damaged by the falling walls of the main structure. (379, 432, 550, 498)
advertisement: WIN A GUINEA! Prize Poem published every Saturday. Best short poem wins one guinea each week. SAPON wrapper must be enclosed. Address "SAPON" (Oatmeal Washing Powder), P.O. Box 635, Wellington.—Advt. (379, 1274, 550, 1321)
paragraph: It also killed a lieutenant standing at the salute and four soldiers lining the route, and decapitated a police bugler, besides killing two female spectators and injuring numbers. (197, 428, 368, 466)
paragraph: As for the story itself, its realism is on something of a par with the details we quote. (561, 952, 732, 972)
advertisement: A very nice range of boys' plain cardinal and navy jerseys at 1s 11d, all sizes. Boys' flannelette shirts at 1s, all sizes. Men's extra heavy flannelette shirts at 1s 11d. These lines we guarantee to wear well. Millar and Giorgi, the clothiers, hatters and mercers.—Advt. (561, 1168, 732, 1215)
advertisement: For working men this is absolutely the best article wool and machinery can turn out for wear. Our first shipment of 50 pairs just to hand, colours dark grey, brown and fawn. Price only 8s 11d pair, worth nearly double.—De Luen Bros., the Square.—Advt. (743, 1139, 914, 1186)
dateline: LONDON June 1. (255, 1212, 310, 1222)
column-4 (556, 43, 738, 1598)
article-heading: TELEGRAPHIC NEWS. (383, 585, 546, 602)
dateline: GISBORNE, June 1. (433, 616, 496, 626)
article-subheading: Wedding Festivities Interrupted. (200, 124, 365, 135)
divider (561, 1082, 732, 1083)
paragraph: The first instalment of the Tibetan indemnity, consisting of £166,666, has been paid in Calcutta. (379, 1017, 550, 1036)
paragraph: This closed the case. (933, 479, 996, 489)
column-1 (10, 43, 192, 1598)
divider (248, 98, 316, 99)
article-subheading: Repressive Measures. (226, 1315, 339, 1327)
paragraph: The employees of the Hardware Co. were bank stocktaking last night till 9 o'clock, when they left everything safe. (379, 531, 550, 560)
paragraph: The following team will represent St. John's (Wanganui) in their match with the Pioneer Y.M.C.A. Hockey Club at the Showgrounds on Monday, 4th June, the match to commence at 12.45 p.m.:—Dunstan, Tindall, Henderson, Glover, Tocker, Harris, Mather, Morris, Glover, Harris. Hockey will represent Pioneer Y.M.C.A.:—Walker, Dunstan, Wells, Pearce, Lorimer, Cameron, Miller, Pearce, Lorimer, Cromb, McMurray. Mr Warden will hold the whistle. (15, 1153, 186, 1237)
dateline: PIETERMARITZBURG, June 1. (597, 1024, 696, 1034)
paragraph: Some idea of the magnitude of the fire may be gathered from the fact that these flames shot up for a distance of over sixty feet above the parapet of the fourth storey. (379, 392, 550, 430)
paragraph: The building was let as a grocery shop on the ground floor, with a boarding establishment above. The attempt, which marred the wedding, was on the anniversary of the Paris attempt on the life of King Alfonso. (197, 552, 368, 599)
advertisement-heading: DR. FOX, OF SHEFFIELD. (761, 1188, 896, 1200)
paragraph: There appeared to be quite a "rush" on at the banks in townshipping the two hours that they were open this morning. This was probably accounted for by the fact that for the succeeding three days and a half they were to remain closed, Business mornings will not be resumed until Wednesday morning. (15, 64, 186, 121)
advertisement: Mr John Stevens, of Bulls, the member for Manawatu, has a high opinion of RHEUMO. Read what he writes:—"I had a severe attack of rheumatism and was advised to try RHEUMO. I did so, with most satisfactory results. After taking one bottle it practically cured me. I have no hesitation in saying that your remedy is the best I have used." Try RHEUMO yourself. It will give a fair trial it will quickly cure rheumatism, gout, sciatica, lumbago, and kindred diseases. All chemists and storekeepers sell it at 2s 6d and 4s 6d a bottle. (925, 1268, 1096, 1371)
dateline: CHRISTCHURCH, June 1. (787, 80, 870, 90)
paragraph: The following witnesses were called:— (933, 377, 1054, 387)
advertisement: C. Smith has just opened a job purchase of Down Quilts, which are being offered during this week at special prices. Cot Quilts in fancy sateen with frills 9/11, full size Double Bed Quilts in chintz and sateen 13/9, with frills 14/6 to 35/-, and a few with frilly covers and frills from 45/-.—Advt. (743, 1046, 914, 1103)
paragraph: The Daily Telegraph's Madrid correspondent says three officers, seven men, and five spectators were killed, and a hundred were more or less seriously injured. (379, 114, 550, 151)
paragraph: All the papers agree that it is high time society took energetic measures to protect itself from the danger of high explosives falling into the hands of Anarchists and homicides. They also urge reconsideration of the laws and attitudes towards secret societies. (379, 64, 550, 111)
paragraph: The Duke of Connaughtules, rushing to the opened door of the carriage, dragged out King Alfonso and then Princess Ena, who exhibited great coolness. (197, 468, 368, 497)
paragraph: Queen. It is interpreted as a good augury for the sovereigns' happiness and for Spain's prosperity. (379, 43, 550, 62)
paragraph: Centaurs always to the front.—Clarkson's sole agents.* (15, 268, 186, 288)
paragraph: Mr R. Garlick intimates that he will open classes for deep breathing exercises and physical culture in the Foresters' Hall on Tuesday, June 5. Mr Garlick has a lady assistant who will give instructions to the ladies' classes. The value of these exercises is now recognised as an established fact. (925, 592, 1096, 649)
paragraph: Maiden Welter.—Bert, Pearl Necklet 2, Integrity 3. Scratched—Hinemoa, Faugaroa, Meothor, Chief Steward, and Lady Clements. Time, 1min 35sec. (743, 520, 914, 549)
paragraph: The Secretary of the local Chamber of Commerce (Mr Hirsch) has received a communication from the Napier Chamber of Commerce, enclosing a resolution passed by the latter to the effect that it having been stated that a heavy remission of duty is contemplated during the coming session of Parliament, the Minister of Customs be respectfully asked to give reasonable notice of such reduction that merchants may be allowed to dispose of the stocks in their warehouses before the reduction takes place. (15, 172, 186, 266)
dateline: MADRID, June 1. (255, 222, 310, 232)
paragraph: Birthday Welter.—Devonia, Recreation. (751, 399, 873, 409)
paragraph: Messrs William Coombe and F. H. Cooke were elected directors. (1107, 411, 1279, 430)
paragraph: George A. Scott, Deputy Official Assignee, also gave evidence relative to the bankruptcy and the condition of the estate generally. [The particulars have been published previously in connection with the creditors' meetings and the public examination.] (925, 429, 1096, 476)
credit-line: (Per Press Association.) (428, 604, 501, 614)
divider (379, 1128, 550, 1129)
